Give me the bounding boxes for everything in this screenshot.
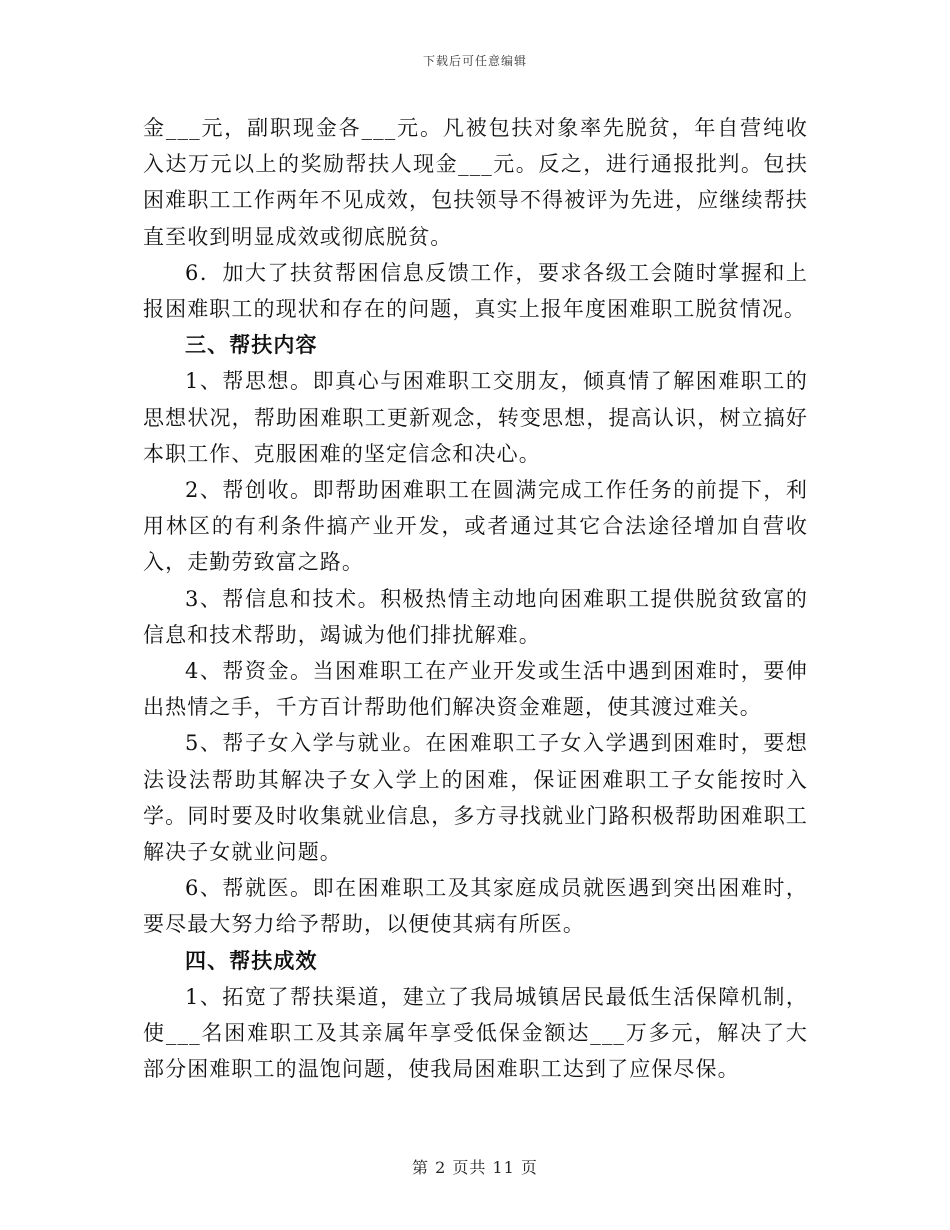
paragraph-item-6-medical: 6、帮就医。即在困难职工及其家庭成员就医遇到突出困难时，要尽最大努力给予帮助，以便使其病有所医。 — [143, 876, 808, 937]
page-header: 下载后可任意编辑 — [422, 54, 527, 68]
paragraph-item-4-funds: 4、帮资金。当困难职工在产业开发或生活中遇到困难时，要伸出热情之手，千方百计帮助他们解决资金难题，使其渡过难关。 — [143, 659, 808, 720]
page-number: 第 2 页共 11 页 — [412, 1158, 538, 1177]
paragraph-continuation: 金___元，副职现金各___元。凡被包扶对象率先脱贫，年自营纯收入达万元以上的奖励帮扶人现金___元。反之，进行通报批判。包扶困难职工工作两年不见成效，包扶领导不得被评为先进，应继续帮扶直至收到明显成效或彻底脱贫。 — [143, 116, 808, 249]
paragraph-item-2-income: 2、帮创收。即帮助困难职工在圆满完成工作任务的前提下，利用林区的有利条件搞产业开发，或者通过其它合法途径增加自营收入，走勤劳致富之路。 — [143, 478, 808, 575]
paragraph-item-5-education-employment: 5、帮子女入学与就业。在困难职工子女入学遇到困难时，要想法设法帮助其解决子女入学上的困难，保证困难职工子女能按时入学。同时要及时收集就业信息，多方寻找就业门路积极帮助困难职工解决子女就业问题。 — [143, 731, 808, 865]
section-heading-4: 四、帮扶成效 — [185, 947, 318, 973]
document-body — [143, 110, 808, 1087]
paragraph-result-1: 1、拓宽了帮扶渠道，建立了我局城镇居民最低生活保障机制，使___名困难职工及其亲属年享受低保金额达___万多元，解决了大部分困难职工的温饱问题，使我局困难职工达到了应保尽保。 — [143, 984, 808, 1082]
section-heading-3: 三、帮扶内容 — [185, 332, 318, 358]
paragraph-item-6-feedback: 6．加大了扶贫帮困信息反馈工作，要求各级工会随时掌握和上报困难职工的现状和存在的问题，真实上报年度困难职工脱贫情况。 — [143, 260, 808, 322]
paragraph-item-1-thought: 1、帮思想。即真心与困难职工交朋友，倾真情了解困难职工的思想状况，帮助困难职工更新观念，转变思想，提高认识，树立搞好本职工作、克服困难的坚定信念和决心。 — [143, 369, 808, 466]
paragraph-item-3-info-tech: 3、帮信息和技术。积极热情主动地向困难职工提供脱贫致富的信息和技术帮助，竭诚为他们排扰解难。 — [143, 586, 808, 647]
